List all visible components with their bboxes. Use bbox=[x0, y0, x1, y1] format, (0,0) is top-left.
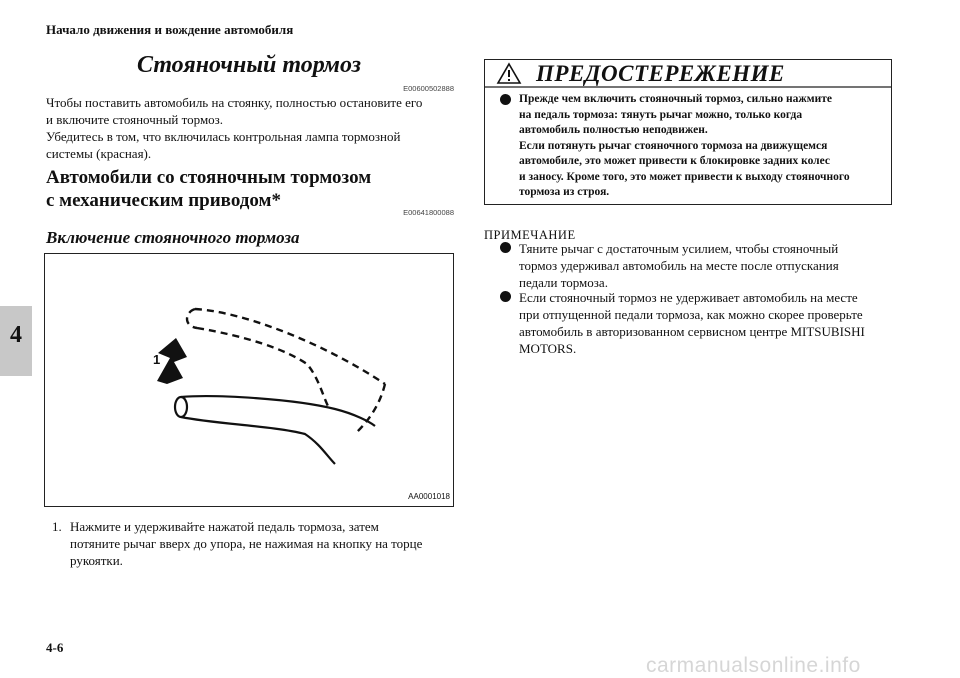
parking-brake-figure bbox=[44, 253, 454, 507]
warning-line: автомобиле, это может привести к блокировке задних колес bbox=[519, 155, 830, 167]
lever-knob bbox=[175, 397, 187, 417]
watermark: carmanualsonline.info bbox=[646, 654, 861, 677]
pull-arrow-icon bbox=[157, 338, 187, 384]
step-line: потяните рычаг вверх до упора, не нажимая на кнопку на торце bbox=[70, 536, 423, 551]
chapter-number: 4 bbox=[10, 322, 22, 348]
note-line: при отпущенной педали тормоза, как можно скорее проверьте bbox=[519, 307, 863, 322]
raised-lever-base bbox=[357, 384, 385, 432]
note-line: MOTORS. bbox=[519, 341, 577, 356]
bullet-icon bbox=[500, 94, 511, 105]
note-line: Если стояночный тормоз не удерживает автомобиль на месте bbox=[519, 290, 858, 305]
note-line: Тяните рычаг с достаточным усилием, чтобы стояночный bbox=[519, 241, 839, 256]
section-ref-code: E00641800088 bbox=[403, 208, 454, 217]
section-heading-line: Автомобили со стояночным тормозом bbox=[46, 167, 372, 188]
intro-line: системы (красная). bbox=[46, 146, 152, 161]
section-heading bbox=[46, 166, 456, 212]
warning-line: автомобиль полностью неподвижен. bbox=[519, 124, 708, 136]
lever-illustration bbox=[45, 254, 453, 506]
warning-line: на педаль тормоза: тянуть рычаг можно, только когда bbox=[519, 108, 803, 121]
intro-line: Убедитесь в том, что включилась контрольная лампа тормозной bbox=[46, 129, 401, 144]
section-heading-line: с механическим приводом* bbox=[46, 190, 281, 211]
lever-bottom-edge bbox=[181, 417, 335, 464]
warning-body bbox=[500, 92, 885, 201]
note-heading: ПРИМЕЧАНИЕ bbox=[484, 228, 576, 242]
warning-line: и заносу. Кроме того, это может привести к выходу стояночного bbox=[519, 170, 850, 183]
bullet-icon bbox=[500, 291, 511, 302]
intro-line: и включите стояночный тормоз. bbox=[46, 112, 224, 127]
running-header: Начало движения и вождение автомобиля bbox=[46, 22, 294, 37]
page-title: Стояночный тормоз bbox=[136, 52, 361, 78]
raised-lever-end bbox=[187, 309, 197, 328]
figure-code: AA0001018 bbox=[408, 492, 450, 501]
warning-line: тормоза из строя. bbox=[519, 186, 610, 198]
note-item bbox=[500, 240, 885, 291]
note-line: автомобиль в авторизованном сервисном центре MITSUBISHI bbox=[519, 324, 865, 339]
raised-lever-top bbox=[195, 309, 385, 384]
step-line: Нажмите и удерживайте нажатой педаль тормоза, затем bbox=[70, 519, 379, 534]
note-line: педали тормоза. bbox=[519, 275, 608, 290]
page-number: 4-6 bbox=[46, 640, 64, 655]
subsection-heading: Включение стояночного тормоза bbox=[46, 228, 300, 247]
step-line: рукоятки. bbox=[70, 553, 123, 568]
intro-text bbox=[46, 94, 456, 162]
title-ref-code: E00600502888 bbox=[403, 84, 454, 93]
warning-title: ПРЕДОСТЕРЕЖЕНИЕ bbox=[536, 61, 785, 86]
intro-line: Чтобы поставить автомобиль на стоянку, полностью остановите его bbox=[46, 95, 423, 110]
note-line: тормоз удерживал автомобиль на месте после отпускания bbox=[519, 258, 839, 273]
note-item bbox=[500, 289, 885, 357]
figure-label-1: 1 bbox=[153, 352, 161, 367]
step-1 bbox=[52, 518, 452, 569]
step-number: 1. bbox=[52, 519, 62, 534]
warning-line: Если потянуть рычаг стояночного тормоза на движущемся bbox=[519, 139, 828, 152]
warning-line: Прежде чем включить стояночный тормоз, сильно нажмите bbox=[519, 93, 832, 105]
bullet-icon bbox=[500, 242, 511, 253]
